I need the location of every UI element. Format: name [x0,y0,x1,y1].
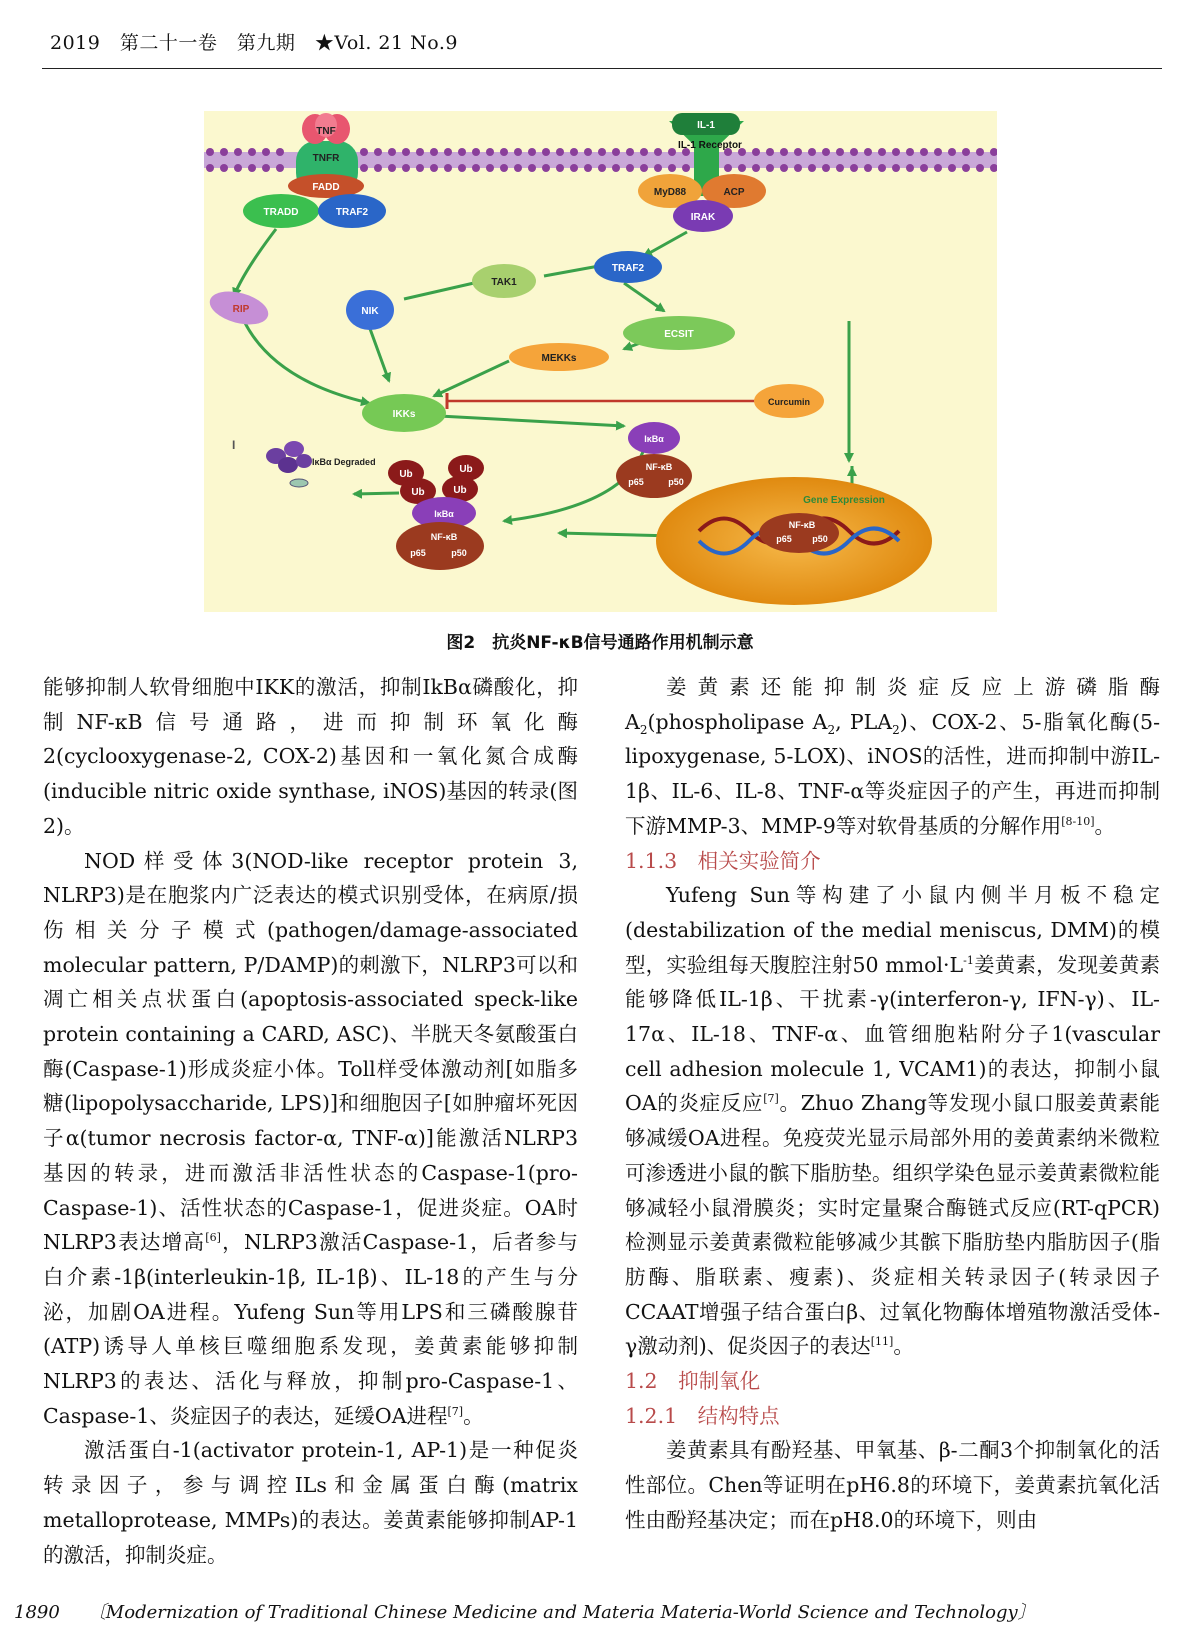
left-paragraph-1: 能够抑制人软骨细胞中IKK的激活，抑制IkBα磷酸化，抑制NF-κB信号通路，进而抑制环氧化酶2(cyclooxygenase-2, COX-2)基因和一氧化氮合成酶(inducible nitric oxide synthase, iNOS)基因的转录(图2)。 [43,675,578,838]
gene-expression-label: Gene Expression [803,495,885,506]
citation: [11] [870,1335,894,1349]
journal-name: 〔Modernization of Traditional Chinese Medicine and Materia Materia-World Science and Technology〕 [87,1602,1036,1623]
citation: [7] [763,1092,779,1106]
ikks-label: IKKs [392,409,416,420]
citation: [8-10] [1061,814,1095,828]
mekks-label: MEKKs [541,353,577,364]
tak1-label: TAK1 [491,277,517,288]
ub1-label: Ub [399,469,413,480]
nucleus [656,477,932,605]
right-paragraph-1: 姜黄素还能抑制炎症反应上游磷脂酶$A_2(phospholipase$ $A_2$, $PLA_2$)、COX-2、5-脂氧化酶(5-lipoxygenase, 5-LOX)、iNOS的活性，进而抑制中游IL-1β、IL-6、IL-8、TNF-α等炎症因子的产生，再进而抑制下游MMP-3、MMP-9等对软骨基质的分解作用[8-10]。 [625,675,1160,838]
curcumin-inhibition [447,393,759,409]
figure-caption: 图2 抗炎NF-κB信号通路作用机制示意 [446,633,754,653]
acp-label: ACP [723,187,745,198]
il1-label: IL-1 [697,120,715,131]
p65-right-label: p65 [628,477,644,487]
tnf-label: TNF [316,126,336,137]
nik-label: NIK [361,306,379,317]
ub4-label: Ub [453,485,467,496]
traf2-top-label: TRAF2 [335,207,369,218]
nfkb-center-label: NF-κB [430,532,458,542]
figure-2-diagram [204,111,997,612]
myd88-label: MyD88 [653,187,687,198]
ub3-label: Ub [411,487,425,498]
right-paragraph-2: Yufeng Sun等构建了小鼠内侧半月板不稳定(destabilization of the medial meniscus, DMM)的模型，实验组每天腹腔注射50 $mmol\cdot L^{-1}$姜黄素，发现姜黄素能够降低IL-1β、干扰素-γ(interferon-γ, IFN-γ)、IL-17α、IL-18、TNF-α、血管细胞粘附分子1(vascular cell adhesion molecule 1, VCAM1)的表达，抑制小鼠OA的炎症反应[7]。Zhuo Zhang等发现小鼠口服姜黄素能够减缓OA进程。免疫荧光显示局部外用的姜黄素纳米微粒可渗透进小鼠的髌下脂肪垫。组织学染色显示姜黄素微粒能够减轻小鼠滑膜炎；实时定量聚合酶链式反应(RT-qPCR)检测显示姜黄素微粒能够减少其髌下脂肪垫内脂肪因子(脂肪酶、脂联素、瘦素)、炎症相关转录因子(转录因子CCAAT增强子结合蛋白β、过氧化物酶体增殖物激活受体-γ激动剂)、促炎因子的表达[11]。 [625,883,1161,1359]
ikba-nfkb-complex-right [616,422,692,498]
ecsit-label: ECSIT [664,329,694,340]
header-rule [42,68,1162,69]
citation: [7] [447,1404,464,1418]
ikba-degraded [266,441,376,487]
p50-nucleus-label: p50 [812,534,828,544]
stray-mark: I [232,438,236,452]
section-heading-1-1-3: 1.1.3 相关实验简介 [625,848,821,873]
citation: [6] [205,1231,221,1245]
traf2-mid-label: TRAF2 [611,263,645,274]
section-heading-1-2-1: 1.2.1 结构特点 [625,1403,780,1428]
left-paragraph-2: NOD样受体3(NOD-like receptor protein 3, NLRP3)是在胞浆内广泛表达的模式识别受体，在病原/损伤相关分子模式(pathogen/damage-associated molecular pattern, P/DAMP)的刺激下，NLRP3可以和凋亡相关点状蛋白(apoptosis-associated speck-like protein containing a CARD, ASC)、半胱天冬氨酸蛋白酶(Caspase-1)形成炎症小体。Toll样受体激动剂[如脂多糖(lipopolysaccharide, LPS)]和细胞因子[如肿瘤坏死因子α(tumor necrosis factor-α, TNF-α)]能激活NLRP3基因的转录，进而激活非活性状态的Caspase-1(pro-Caspase-1)、活性状态的Caspase-1，促进炎症。OA时NLRP3表达增高[6]，NLRP3激活Caspase-1，后者参与白介素-1β(interleukin-1β, IL-1β)、IL-18的产生与分泌，加剧OA进程。Yufeng Sun等用LPS和三磷酸腺苷(ATP)诱导人单核巨噬细胞系发现，姜黄素能够抑制NLRP3的表达、活化与释放，抑制pro-Caspase-1、Caspase-1、炎症因子的表达，延缓OA进程[7]。 [43,848,578,1428]
page-footer [14,1598,1036,1624]
right-paragraph-3: 姜黄素具有酚羟基、甲氧基、β-二酮3个抑制氧化的活性部位。Chen等证明在pH6.8的环境下，姜黄素抗氧化活性由酚羟基决定；而在pH8.0的环境下，则由 [625,1438,1160,1532]
left-paragraph-3: 激活蛋白-1(activator protein-1, AP-1)是一种促炎转录因子，参与调控ILs和金属蛋白酶(matrix metalloprotease, MMPs)的表达。姜黄素能够抑制AP-1的激活，抑制炎症。 [43,1438,578,1567]
right-column [625,670,1160,1538]
p65-center-label: p65 [410,548,426,558]
tradd-label: TRADD [263,207,299,218]
irak-label: IRAK [690,212,716,223]
ikba-center-label: IκBα [434,509,454,519]
ub2-label: Ub [459,464,473,475]
nfkb-right-label: NF-κB [645,462,673,472]
curcumin-label: Curcumin [767,397,811,407]
page-number: 1890 [14,1602,60,1623]
p50-right-label: p50 [668,477,684,487]
ikba-degraded-label: IκBα Degraded [312,457,376,467]
p50-center-label: p50 [451,548,467,558]
nfkb-nucleus-label: NF-κB [788,520,816,530]
ikba-right-label: IκBα [644,434,664,444]
section-heading-1-2: 1.2 抑制氧化 [625,1369,761,1394]
running-header: 2019 第二十一卷 第九期 ★Vol. 21 No.9 [50,32,459,54]
il1-receptor-label: IL-1 Receptor [678,140,742,151]
fadd-label: FADD [312,182,340,193]
ubiquitinated-complex [388,455,484,570]
p65-nucleus-label: p65 [776,534,792,544]
rip-label: RIP [232,304,250,315]
tnfr-label: TNFR [312,153,340,164]
il1-receptor-complex [638,113,766,232]
left-column [43,670,578,1572]
